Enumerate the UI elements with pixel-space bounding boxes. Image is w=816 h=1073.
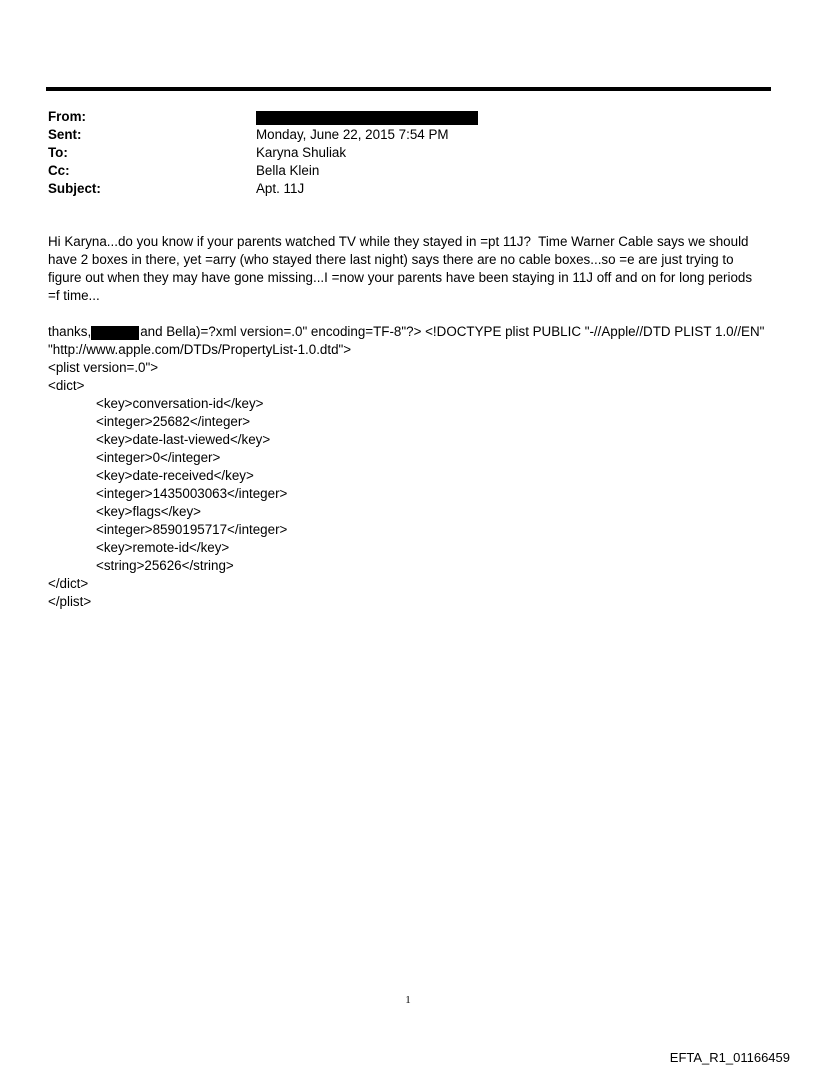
document-id: EFTA_R1_01166459 bbox=[669, 1050, 790, 1065]
body-line: Hi Karyna...do you know if your parents watched TV while they stayed in =pt 11J? Time Warner Cable says we should bbox=[48, 234, 749, 249]
sent-value: Monday, June 22, 2015 7:54 PM bbox=[256, 127, 449, 142]
to-value: Karyna Shuliak bbox=[256, 145, 347, 160]
dict-open: <dict> bbox=[48, 378, 85, 393]
cc-value: Bella Klein bbox=[256, 163, 320, 178]
dict-entry: <key>date-received</key> bbox=[96, 468, 254, 483]
dict-entry: <integer>1435003063</integer> bbox=[96, 486, 288, 501]
signature-redaction bbox=[91, 326, 139, 340]
email-body bbox=[48, 233, 768, 611]
to-label: To: bbox=[48, 145, 68, 160]
from-value-redaction bbox=[256, 108, 478, 126]
cc-label: Cc: bbox=[48, 163, 70, 178]
dtd-line: "http://www.apple.com/DTDs/PropertyList-1.0.dtd"> bbox=[48, 342, 352, 357]
body-line: have 2 boxes in there, yet =arry (who stayed there last night) says there are no cable boxes...so =e are just trying to bbox=[48, 252, 734, 267]
page-number: 1 bbox=[405, 994, 411, 1006]
thanks-prefix: thanks, bbox=[48, 324, 92, 339]
dict-entry: <string>25626</string> bbox=[96, 558, 234, 573]
paragraph-gap bbox=[48, 305, 768, 323]
dict-entry: <integer>8590195717</integer> bbox=[96, 522, 288, 537]
thanks-suffix: and Bella)=?xml version=.0" encoding=TF-8"?> <!DOCTYPE plist PUBLIC "-//Apple//DTD PLIST 1.0//EN" bbox=[140, 324, 765, 339]
subject-label: Subject: bbox=[48, 181, 101, 196]
body-line: =f time... bbox=[48, 288, 100, 303]
subject-value: Apt. 11J bbox=[256, 181, 305, 196]
dict-entry: <key>conversation-id</key> bbox=[96, 396, 264, 411]
body-line: figure out when they may have gone missing...I =now your parents have been staying in 11J off and on for long periods bbox=[48, 270, 753, 285]
dict-entry: <key>flags</key> bbox=[96, 504, 201, 519]
dict-entry: <integer>0</integer> bbox=[96, 450, 221, 465]
dict-entry: <key>remote-id</key> bbox=[96, 540, 230, 555]
dict-entry: <key>date-last-viewed</key> bbox=[96, 432, 271, 447]
dict-close: </dict> bbox=[48, 576, 89, 591]
from-label: From: bbox=[48, 109, 86, 124]
sent-label: Sent: bbox=[48, 127, 82, 142]
plist-close: </plist> bbox=[48, 594, 92, 609]
header-rule bbox=[46, 87, 771, 91]
thanks-line bbox=[48, 323, 768, 341]
plist-open: <plist version=.0"> bbox=[48, 360, 159, 375]
dict-entry: <integer>25682</integer> bbox=[96, 414, 251, 429]
